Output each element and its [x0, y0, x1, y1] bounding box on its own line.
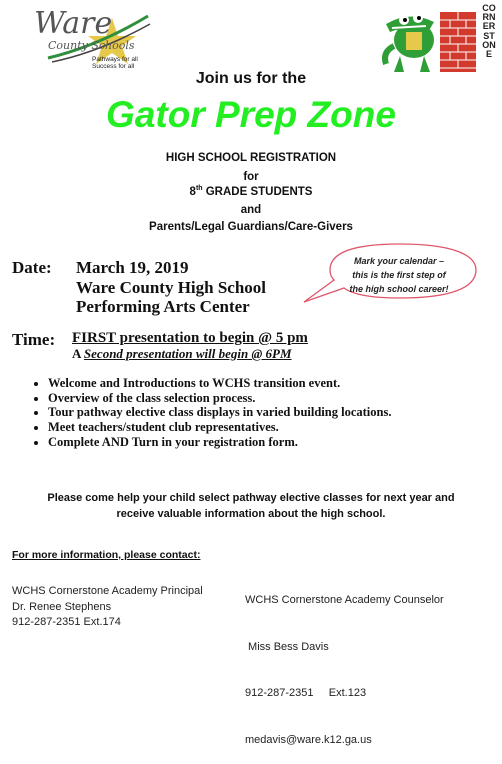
- second-text: Second presentation will begin @ 6PM: [83, 346, 292, 361]
- principal-name: Dr. Renee Stephens: [12, 600, 112, 613]
- counselor-role: WCHS Cornerstone Academy Counselor: [245, 594, 444, 606]
- event-line-1: HIGH SCHOOL REGISTRATION: [165, 152, 337, 164]
- list-item: • Welcome and Introductions to WCHS transition event.: [48, 376, 391, 391]
- cornerstone-vertical-text: CORNERSTONE: [482, 3, 496, 60]
- help-line-2: receive valuable information about the high school.: [116, 508, 386, 520]
- event-line-3: [0, 185, 502, 198]
- help-paragraph: [0, 490, 502, 522]
- grade-label: GRADE STUDENTS: [202, 185, 313, 198]
- callout-text: [328, 254, 470, 296]
- event-line-4: and: [240, 204, 262, 216]
- logo-word: Ware: [34, 6, 113, 41]
- second-prefix: A: [72, 346, 84, 361]
- principal-role: WCHS Cornerstone Academy Principal: [12, 585, 203, 597]
- event-date: March 19, 2019: [76, 258, 189, 277]
- event-venue: Ware County High School: [76, 278, 267, 297]
- logo-tagline-1: Pathways for all: [92, 56, 138, 63]
- principal-contact: [12, 584, 203, 631]
- contact-heading: For more information, please contact:: [12, 549, 201, 561]
- date-label: Date:: [12, 258, 52, 277]
- list-item: • Complete AND Turn in your registration form.: [48, 435, 391, 450]
- first-presentation: FIRST presentation to begin @ 5 pm: [72, 330, 308, 346]
- brick-wall: [440, 12, 476, 72]
- list-item: • Meet teachers/student club representatives.: [48, 420, 391, 435]
- event-room: Performing Arts Center: [76, 297, 250, 316]
- logo-tagline: [92, 56, 138, 70]
- gator-mascot-icon: [380, 6, 480, 78]
- grade-suffix: th: [195, 185, 203, 192]
- callout-line-2: this is the first step of: [352, 270, 446, 280]
- counselor-contact: [245, 562, 444, 764]
- list-item: • Overview of the class selection process.: [48, 391, 391, 406]
- logo-subtitle: County Schools: [48, 39, 135, 52]
- callout-line-3: the high school career!: [349, 284, 449, 294]
- agenda-list: [14, 376, 391, 450]
- grade-number: 8: [189, 185, 196, 198]
- event-line-5: Parents/Legal Guardians/Care-Givers: [149, 221, 353, 233]
- counselor-email: medavis@ware.k12.ga.us: [245, 733, 372, 746]
- logo-tagline-2: Success for all: [92, 63, 135, 70]
- counselor-phone: 912-287-2351 Ext.123: [245, 687, 367, 699]
- list-item: • Tour pathway elective class displays in varied building locations.: [48, 405, 391, 420]
- page-title: Gator Prep Zone: [106, 94, 396, 135]
- counselor-name: Miss Bess Davis: [245, 640, 329, 653]
- time-label: Time:: [12, 330, 56, 349]
- intro-text: Join us for the: [195, 70, 307, 87]
- help-line-1: Please come help your child select pathway elective classes for next year and: [47, 492, 455, 504]
- callout-line-1: Mark your calendar –: [353, 256, 445, 266]
- second-presentation: [72, 346, 292, 362]
- event-line-2: for: [243, 171, 259, 183]
- principal-phone: 912-287-2351 Ext.174: [12, 616, 121, 628]
- gator: [385, 13, 434, 72]
